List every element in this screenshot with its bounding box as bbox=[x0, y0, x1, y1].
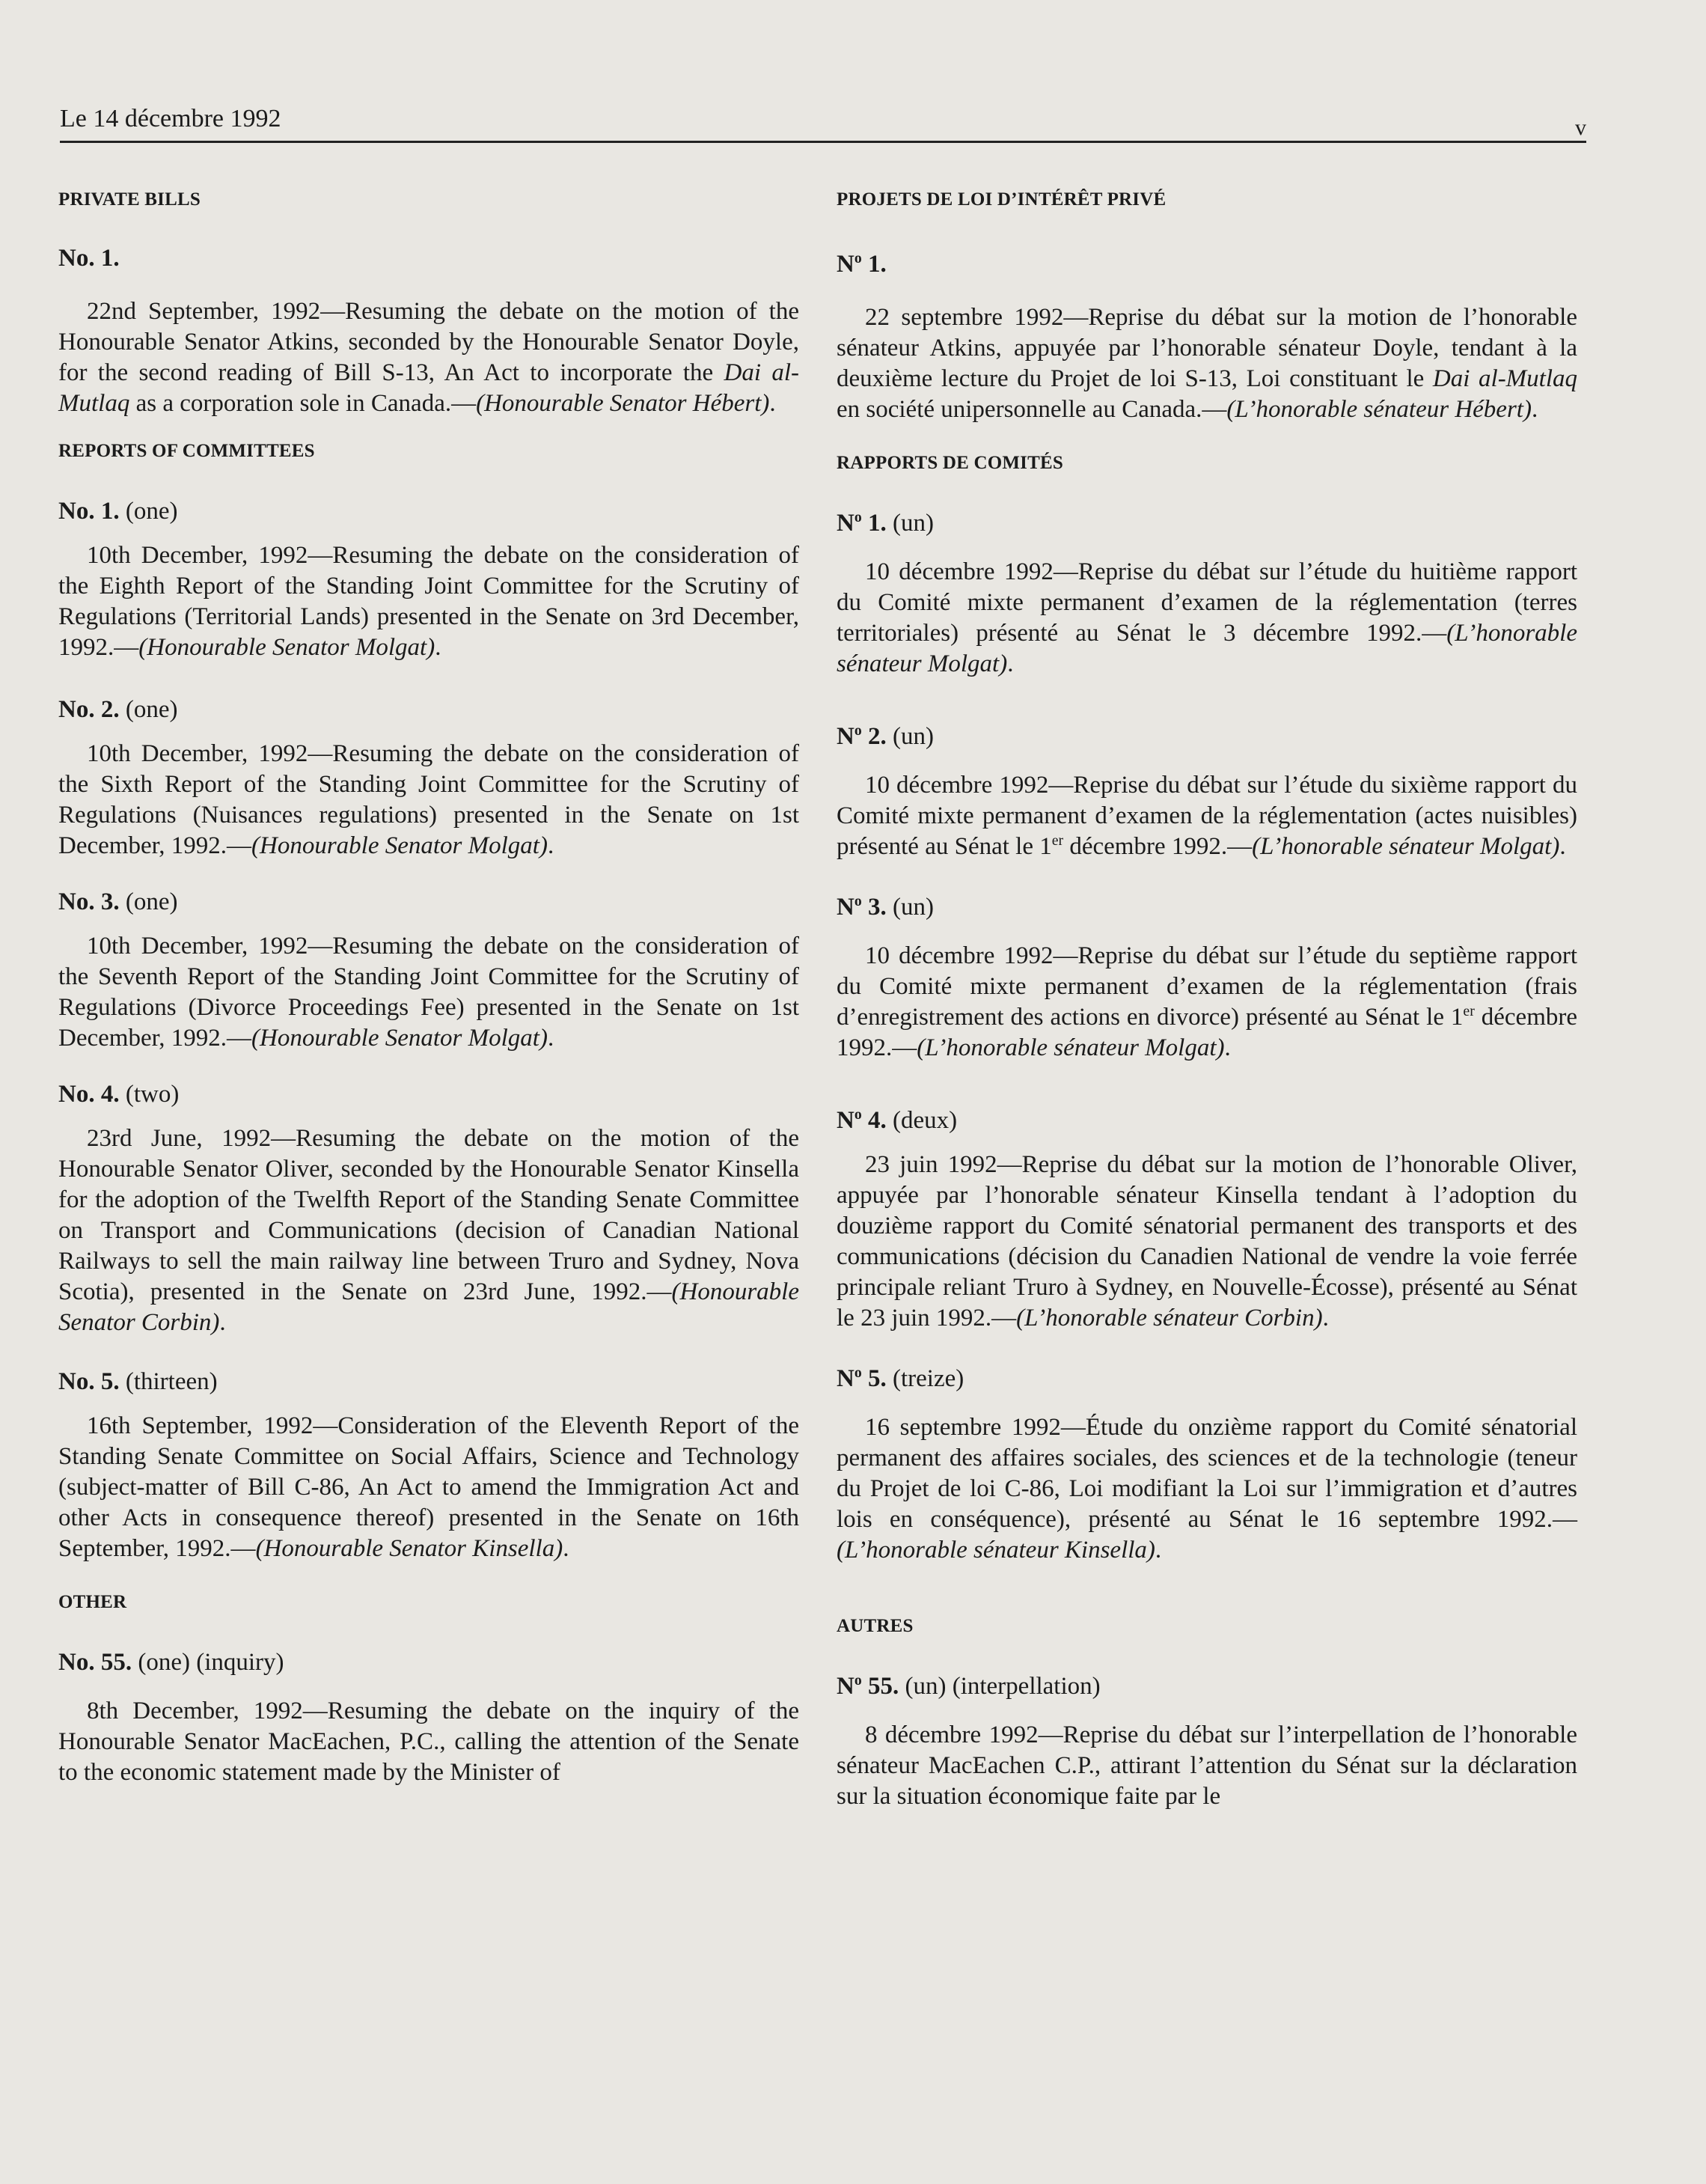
item-number: $N^o$ 1. (un) bbox=[837, 509, 934, 537]
item-number: $N^o$ 3. (un) bbox=[837, 893, 934, 921]
item-number: No. 55. (one) (inquiry) bbox=[58, 1649, 284, 1676]
header-date: Le 14 décembre 1992 bbox=[60, 105, 281, 132]
item-number: No. 4. (two) bbox=[58, 1081, 180, 1108]
item-number: No. 1. bbox=[58, 245, 120, 272]
page-number: v bbox=[1575, 115, 1586, 140]
item-text: 22nd September, 1992—Resuming the debate on the motion of the Honourable Senator Atkins, seconded by the Honourable Senator Doyle, for the second reading of Bill S-13, An Act to incorporate the Dai al-Mutlaq as a corporation sole in Canada.—(Honourable Senator Hébert). bbox=[58, 298, 799, 417]
item-text: 23 juin 1992—Reprise du débat sur la motion de l’honorable Oliver, appuyée par l’honorable sénateur Kinsella tendant à l’adoption du douzième rapport du Comité sénatorial permanent des transports et des communications (décision du Canadien National de vendre la voie ferrée principale reliant Truro à Sydney, en Nouvelle-Écosse), présenté au Sénat le 23 juin 1992.—(L’honorable sénateur Corbin). bbox=[837, 1151, 1577, 1332]
item-number: No. 2. (one) bbox=[58, 696, 178, 723]
item-number: No. 1. (one) bbox=[58, 498, 178, 525]
item-number: No. 5. (thirteen) bbox=[58, 1368, 218, 1395]
item-text: 22 septembre 1992—Reprise du débat sur la motion de l’honorable sénateur Atkins, appuyée par l’honorable sénateur Doyle, tendant à la deuxième lecture du Projet de loi S-13, Loi constituant le Dai al-Mutlaq en société unipersonnelle au Canada.—(L’honorable sénateur Hébert). bbox=[837, 304, 1578, 423]
item-text: 23rd June, 1992—Resuming the debate on the motion of the Honourable Senator Oliver, seconded by the Honourable Senator Kinsella for the adoption of the Twelfth Report of the Standing Senate Committee on Transport and Communications (decision of Canadian National Railways to sell the main railway line between Truro and Sydney, Nova Scotia), presented in the Senate on 23rd June, 1992.—(Honourable Senator Corbin). bbox=[58, 1125, 799, 1336]
item-number: No. 3. (one) bbox=[58, 888, 178, 915]
french-column bbox=[837, 180, 1577, 1812]
item-text: 10th December, 1992—Resuming the debate on the consideration of the Eighth Report of the Standing Joint Committee for the Scrutiny of Regulations (Territorial Lands) presented in the Senate on 3rd December, 1992.—(Honourable Senator Molgat). bbox=[58, 542, 799, 661]
header-rule bbox=[60, 141, 1586, 143]
item-text: 16 septembre 1992—Étude du onzième rapport du Comité sénatorial permanent des affaires sociales, des sciences et de la technologie (teneur du Projet de loi C-86, Loi modifiant la Loi sur l’immigration et d’autres lois en conséquence), présenté au Sénat le 16 septembre 1992.—(L’honorable sénateur Kinsella). bbox=[837, 1414, 1577, 1564]
item-text: 10th December, 1992—Resuming the debate on the consideration of the Seventh Report of the Standing Joint Committee for the Scrutiny of Regulations (Divorce Proceedings Fee) presented in the Senate on 1st December, 1992.—(Honourable Senator Molgat). bbox=[58, 933, 799, 1052]
english-column bbox=[58, 180, 799, 1788]
item-text: 8th December, 1992—Resuming the debate on the inquiry of the Honourable Senator MacEachen, P.C., calling the attention of the Senate to the economic statement made by the Minister of bbox=[58, 1698, 799, 1786]
item-number: $N^o$ 55. (un) (interpellation) bbox=[837, 1672, 1101, 1700]
item-text: 10 décembre 1992—Reprise du débat sur l’étude du septième rapport du Comité mixte permanent d’examen de la réglementation (frais d’enregistrement des actions en divorce) présenté au Sénat le 1er décembre 1992.—(L’honorable sénateur Molgat). bbox=[837, 942, 1577, 1061]
item-text: 10 décembre 1992—Reprise du débat sur l’étude du huitième rapport du Comité mixte permanent d’examen de la réglementation (terres territoriales) présenté au Sénat le 3 décembre 1992.—(L’honorable sénateur Molgat). bbox=[837, 558, 1577, 677]
section-title-private-bills: PRIVATE BILLS bbox=[58, 189, 201, 210]
section-title-reports: REPORTS OF COMMITTEES bbox=[58, 441, 315, 461]
item-number: $N^o$ 2. (un) bbox=[837, 722, 934, 750]
item-text: 10 décembre 1992—Reprise du débat sur l’étude du sixième rapport du Comité mixte permanent d’examen de la réglementation (actes nuisibles) présenté au Sénat le 1er décembre 1992.—(L’honorable sénateur Molgat). bbox=[837, 772, 1577, 860]
item-number: $N^o$ 4. (deux) bbox=[837, 1106, 958, 1134]
section-title-projets-de-loi: PROJETS DE LOI D’INTÉRÊT PRIVÉ bbox=[837, 189, 1167, 210]
page-header bbox=[60, 105, 1586, 141]
section-title-autres: AUTRES bbox=[837, 1616, 914, 1636]
section-title-other: OTHER bbox=[58, 1592, 127, 1612]
item-number: $N^o$ 1. bbox=[837, 250, 887, 278]
item-text: 8 décembre 1992—Reprise du débat sur l’interpellation de l’honorable sénateur MacEachen C.P., attirant l’attention du Sénat sur la déclaration sur la situation économique faite par le bbox=[837, 1721, 1577, 1810]
item-number: $N^o$ 5. (treize) bbox=[837, 1364, 964, 1392]
item-text: 16th September, 1992—Consideration of the Eleventh Report of the Standing Senate Committee on Social Affairs, Science and Technology (subject-matter of Bill C-86, An Act to amend the Immigration Act and other Acts in consequence thereof) presented in the Senate on 16th September, 1992.—(Honourable Senator Kinsella). bbox=[58, 1412, 799, 1562]
section-title-rapports: RAPPORTS DE COMITÉS bbox=[837, 453, 1063, 473]
item-text: 10th December, 1992—Resuming the debate on the consideration of the Sixth Report of the Standing Joint Committee for the Scrutiny of Regulations (Nuisances regulations) presented in the Senate on 1st December, 1992.—(Honourable Senator Molgat). bbox=[58, 740, 799, 859]
